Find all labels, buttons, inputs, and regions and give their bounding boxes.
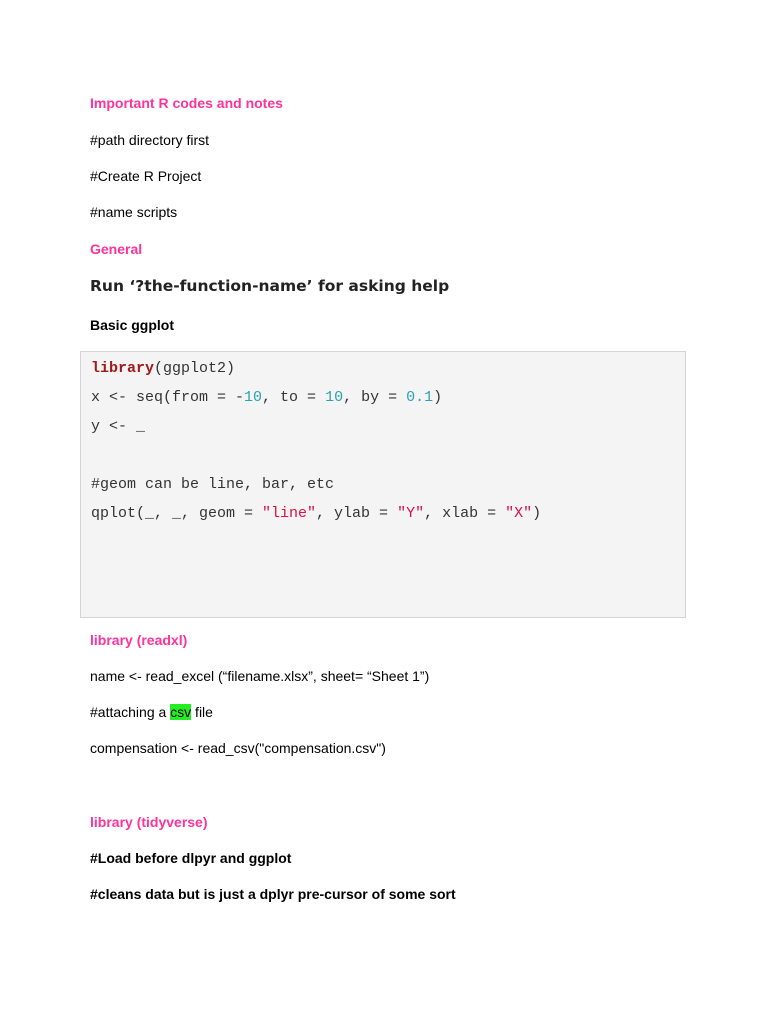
code-keyword-library: library	[91, 360, 155, 377]
tidyverse-note-cleans: #cleans data but is just a dplyr pre-cursor of some sort	[90, 886, 456, 902]
help-heading: Run ‘?the-function-name’ for asking help	[90, 277, 450, 295]
code-string: "X"	[505, 505, 533, 522]
code-block	[80, 351, 686, 618]
general-heading: General	[90, 241, 143, 257]
read-csv-line: compensation <- read_csv("compensation.csv")	[90, 740, 386, 756]
code-number: 0.1	[406, 389, 434, 406]
tidyverse-note-load: #Load before dlpyr and ggplot	[90, 850, 292, 866]
attach-text: file	[191, 704, 213, 720]
code-text: , ylab =	[316, 505, 398, 522]
code-string: "Y"	[397, 505, 425, 522]
note-create-project: #Create R Project	[90, 168, 202, 184]
read-excel-line: name <- read_excel (“filename.xlsx”, sheet= “Sheet 1”)	[90, 668, 430, 684]
code-text: (ggplot2)	[154, 360, 236, 377]
code-text: , to =	[262, 389, 326, 406]
code-line-y: y <- _	[91, 418, 146, 435]
code-line-qplot	[91, 505, 541, 523]
note-path-directory: #path directory first	[90, 132, 210, 148]
code-string: "line"	[262, 505, 317, 522]
highlighted-csv: csv	[170, 704, 192, 720]
document-title: Important R codes and notes	[90, 95, 283, 111]
code-line-seq	[91, 389, 442, 407]
code-line-library	[91, 360, 235, 378]
code-text: x <- seq(from = -	[91, 389, 245, 406]
note-name-scripts: #name scripts	[90, 204, 178, 220]
attach-csv-line	[90, 703, 213, 721]
readxl-heading: library (readxl)	[90, 632, 188, 648]
code-text: )	[532, 505, 542, 522]
attach-text: #attaching a	[90, 704, 171, 720]
code-line-comment: #geom can be line, bar, etc	[91, 476, 335, 493]
code-text: )	[433, 389, 443, 406]
code-text: qplot(_, _, geom =	[91, 505, 263, 522]
code-number: 10	[244, 389, 263, 406]
tidyverse-heading: library (tidyverse)	[90, 814, 208, 830]
basic-ggplot-heading: Basic ggplot	[90, 317, 175, 333]
code-number: 10	[325, 389, 344, 406]
code-text: , xlab =	[424, 505, 506, 522]
code-text: , by =	[343, 389, 407, 406]
